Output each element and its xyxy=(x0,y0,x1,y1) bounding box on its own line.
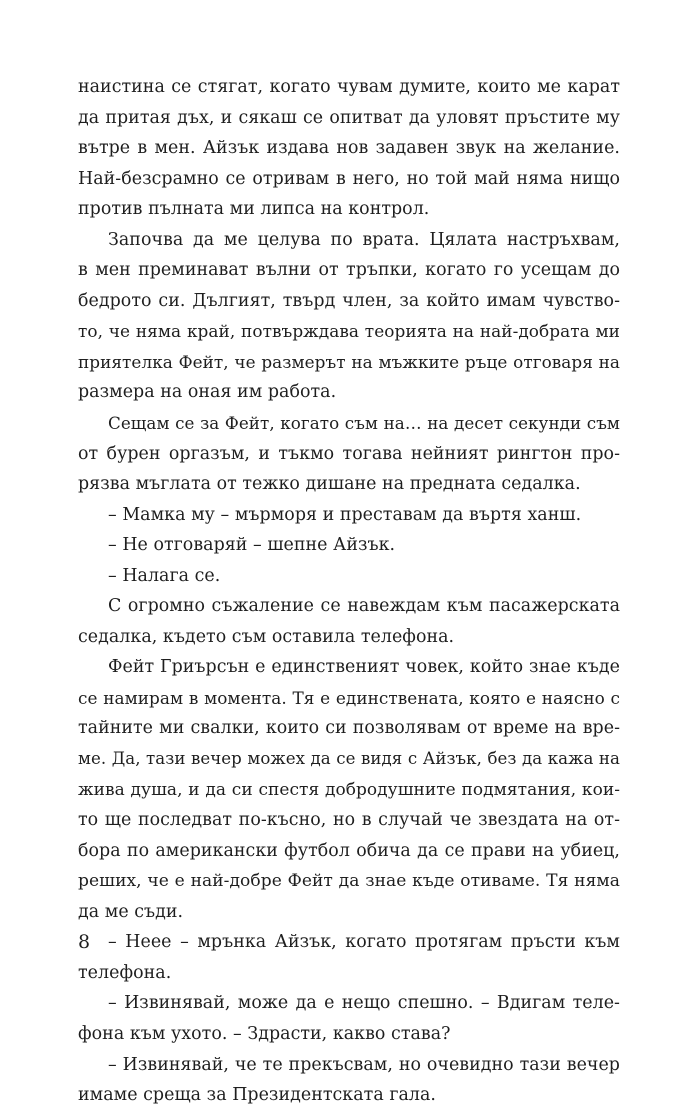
text-line: – Налага се. xyxy=(108,565,221,586)
text-line: против пълната ми липса на контрол. xyxy=(78,199,430,220)
text-line: от бурен оргазъм, и тъкмо тогава нейният рингтон про- xyxy=(78,443,620,464)
text-line: телефона. xyxy=(78,962,172,983)
text-line: тайните ми свалки, които си позволявам от време на вре- xyxy=(78,718,620,739)
text-line: – Не отговаряй – шепне Айзък. xyxy=(108,535,396,556)
text-line: в мен преминават вълни от тръпки, когато го усещам до xyxy=(78,260,620,281)
text-line: фона към ухото. – Здрасти, какво става? xyxy=(78,1023,451,1044)
text-line: – Неее – мрънка Айзък, когато протягам пръсти към xyxy=(108,932,620,953)
text-line: се намирам в момента. Тя е единствената, която е наясно с xyxy=(78,687,620,708)
text-line: вътре в мен. Айзък издава нов задавен звук на желание. xyxy=(78,138,620,159)
page-number: 8 xyxy=(78,931,91,953)
text-line: то, че няма край, потвърждава теорията на най-добрата ми xyxy=(78,321,620,342)
text-line: размера на оная им работа. xyxy=(78,382,337,403)
text-line: наистина се стягат, когато чувам думите, които ме карат xyxy=(78,77,620,97)
text-line: рязва мъглата от тежко дишане на предната седалка. xyxy=(78,474,581,495)
text-line: ме. Да, тази вечер можех да се видя с Айзък, без да кажа на xyxy=(78,749,620,769)
text-line: жива душа, и да си спестя добродушните подмятания, кои- xyxy=(78,779,620,800)
text-line: приятелка Фейт, че размерът на мъжките ръце отговаря на xyxy=(78,351,620,372)
text-line: имаме среща за Президентската гала. xyxy=(78,1085,436,1106)
text-line: Сещам се за Фейт, когато съм на… на десет секунди съм xyxy=(108,413,620,434)
body-text xyxy=(78,72,620,1111)
text-line: седалка, където съм оставила телефона. xyxy=(78,626,455,647)
text-line: – Извинявай, може да е нещо спешно. – Вдигам теле- xyxy=(108,993,620,1014)
text-line: Започва да ме целува по врата. Цялата настръхвам, xyxy=(108,229,620,250)
text-line: реших, че е най-добре Фейт да знае къде отиваме. Тя няма xyxy=(78,871,620,892)
text-line: то ще последват по-късно, но в случай че звездата на от- xyxy=(78,810,620,831)
text-line: – Мамка му – мърморя и преставам да въртя ханш. xyxy=(108,504,582,525)
text-line: бора по американски футбол обича да се прави на убиец, xyxy=(78,840,620,861)
text-line: бедрото си. Дългият, твърд член, за който имам чувство- xyxy=(78,290,620,311)
text-line: Фейт Гриърсън е единственият човек, който знае къде xyxy=(108,657,620,678)
text-line: да ме съди. xyxy=(78,901,184,922)
text-line: Най-безсрамно се отривам в него, но той май няма нищо xyxy=(78,168,620,189)
text-line: С огромно съжаление се навеждам към пасажерската xyxy=(108,596,620,617)
text-line: – Извинявай, че те прекъсвам, но очевидно тази вечер xyxy=(108,1054,620,1075)
text-line: да притая дъх, и сякаш се опитват да уловят пръстите му xyxy=(78,107,620,128)
